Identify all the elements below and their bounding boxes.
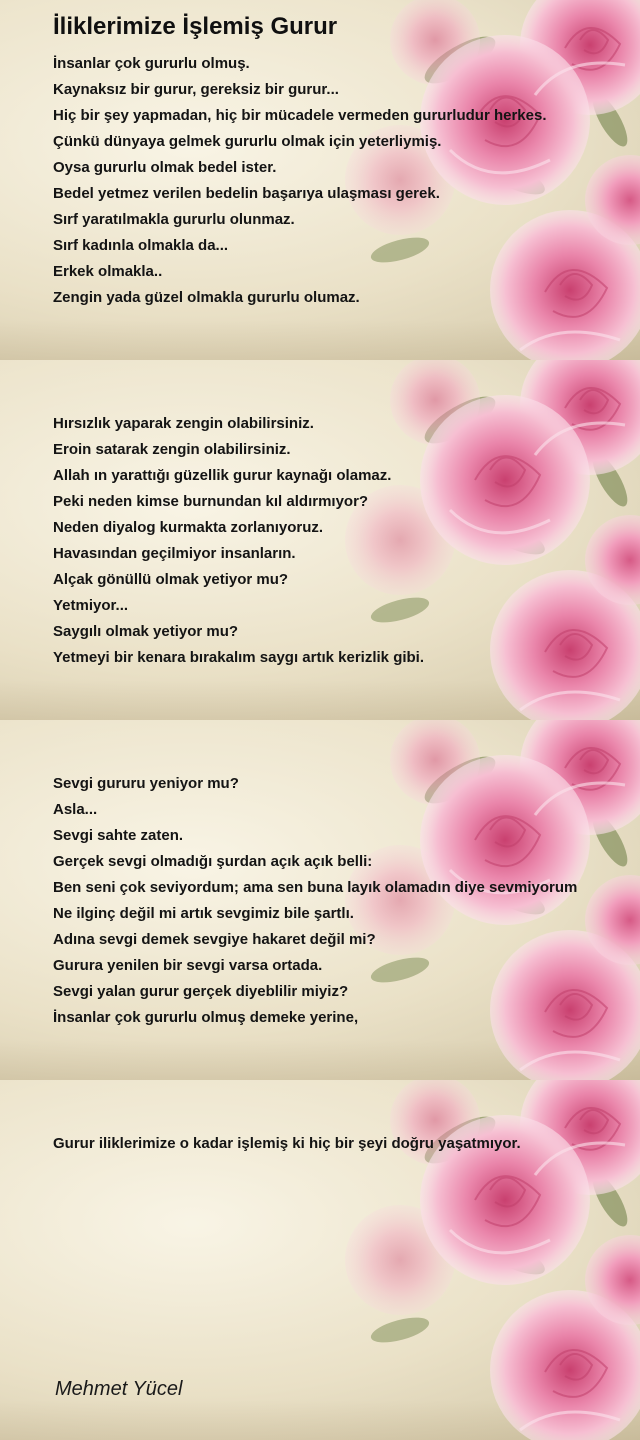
poem-line: Ne ilginç değil mi artık sevgimiz bile şartlı. [53, 905, 354, 922]
poem-panel-3 [0, 720, 640, 1080]
poem-line: Çünkü dünyaya gelmek gururlu olmak için yeterliymiş. [53, 133, 442, 150]
poem-panel-2 [0, 360, 640, 720]
poem-line: İnsanlar çok gururlu olmuş demeke yerine, [53, 1009, 359, 1026]
poem-line: Peki neden kimse burnundan kıl aldırmıyor? [53, 493, 369, 510]
stanza-3 [53, 771, 633, 1031]
poem-line: Sevgi gururu yeniyor mu? [53, 775, 239, 792]
poem-line: Alçak gönüllü olmak yetiyor mu? [53, 571, 289, 588]
poem-line: Erkek olmakla.. [53, 263, 163, 280]
poem-line: Neden diyalog kurmakta zorlanıyoruz. [53, 519, 324, 536]
poem-line: Gurur iliklerimize o kadar işlemiş ki hiç bir şeyi doğru yaşatmıyor. [53, 1135, 521, 1152]
poem-line: Bedel yetmez verilen bedelin başarıya ulaşması gerek. [53, 185, 440, 202]
poem-author: Mehmet Yücel [55, 1378, 183, 1400]
poem-line: Hiç bir şey yapmadan, hiç bir mücadele vermeden gururludur herkes. [53, 107, 547, 124]
poem-line: Havasından geçilmiyor insanların. [53, 545, 296, 562]
poem-line: Yetmiyor... [53, 597, 129, 614]
poem-panel-4 [0, 1080, 640, 1440]
poem-line: Sırf yaratılmakla gururlu olunmaz. [53, 211, 295, 228]
poem-line: Eroin satarak zengin olabilirsiniz. [53, 441, 291, 458]
poem-title: İliklerimize İşlemiş Gurur [53, 13, 338, 40]
poem-line: Zengin yada güzel olmakla gururlu olumaz. [53, 289, 360, 306]
poem-panel-1 [0, 0, 640, 360]
poem-line: Asla... [53, 801, 98, 818]
poem-line: Sırf kadınla olmakla da... [53, 237, 229, 254]
poem-line: Gerçek sevgi olmadığı şurdan açık açık belli: [53, 853, 373, 870]
poem-line: Gurura yenilen bir sevgi varsa ortada. [53, 957, 323, 974]
stanza-1 [53, 51, 633, 311]
poem-line: Yetmeyi bir kenara bırakalım saygı artık kerizlik gibi. [53, 649, 425, 666]
poem-line: Saygılı olmak yetiyor mu? [53, 623, 239, 640]
poem-line: Allah ın yarattığı güzellik gurur kaynağı olamaz. [53, 467, 392, 484]
poem-line: Kaynaksız bir gurur, gereksiz bir gurur... [53, 81, 339, 98]
poem-line: Ben seni çok seviyordum; ama sen buna layık olamadın diye sevmiyorum [53, 879, 578, 896]
stanza-4 [53, 1131, 633, 1157]
stanza-2 [53, 411, 633, 671]
poem-line: Oysa gururlu olmak bedel ister. [53, 159, 277, 176]
poem-line: İnsanlar çok gururlu olmuş. [53, 55, 250, 72]
poem-line: Hırsızlık yaparak zengin olabilirsiniz. [53, 415, 314, 432]
poem-line: Adına sevgi demek sevgiye hakaret değil mi? [53, 931, 376, 948]
poem-line: Sevgi sahte zaten. [53, 827, 184, 844]
poem-line: Sevgi yalan gurur gerçek diyeblilir miyiz? [53, 983, 349, 1000]
